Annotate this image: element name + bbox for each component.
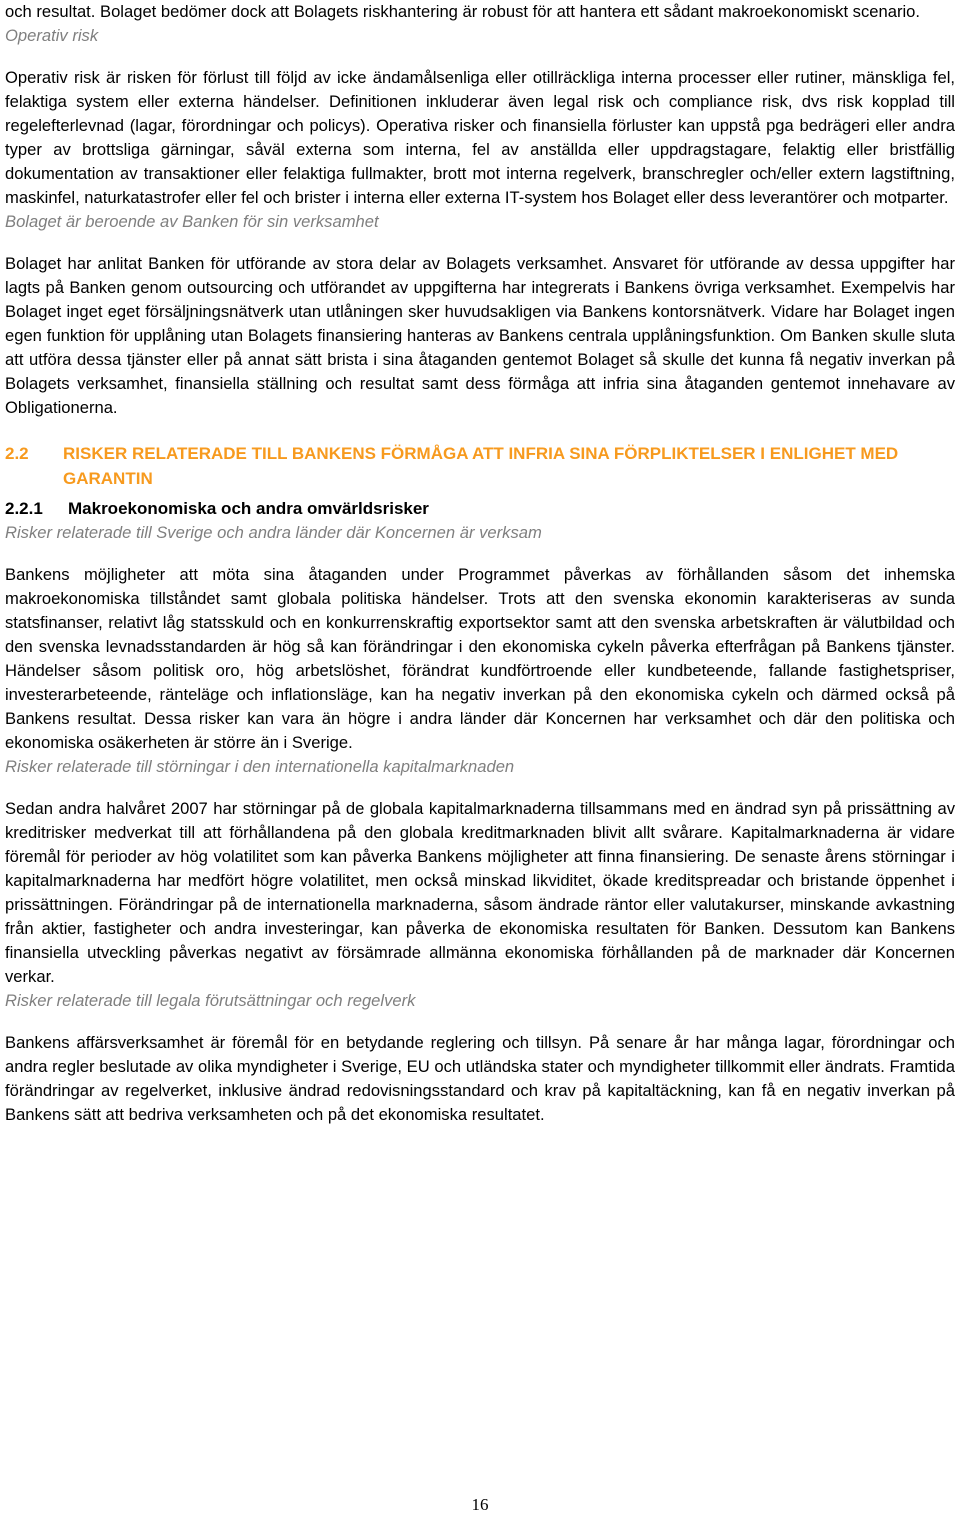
section-2-2-1-number: 2.2.1 bbox=[5, 499, 43, 518]
section-2-2-1-heading bbox=[5, 497, 955, 521]
section-2-2-title: RISKER RELATERADE TILL BANKENS FÖRMÅGA ATT INFRIA SINA FÖRPLIKTELSER I ENLIGHET MED GARANTIN bbox=[63, 444, 899, 488]
section-2-2-heading bbox=[5, 441, 955, 491]
regelverk-paragraph: Bankens affärsverksamhet är föremål för en betydande reglering och tillsyn. På senare år har många lagar, förordningar och andra regler beslutade av olika myndigheter i Sverige, EU och utländska stater och myndigheter tillkommit eller ändrats. Framtida förändringar av regelverket, inklusive ändrad redovisningsstandard och krav på kapitaltäckning, kan få en negativ inverkan på Bankens sätt att bedriva verksamheten och på det ekonomiska resultatet. bbox=[5, 1033, 955, 1124]
sverige-heading: Risker relaterade till Sverige och andra länder där Koncernen är verksam bbox=[5, 523, 542, 542]
beroende-heading: Bolaget är beroende av Banken för sin verksamhet bbox=[5, 212, 379, 231]
operativ-risk-heading: Operativ risk bbox=[5, 26, 99, 45]
sverige-paragraph: Bankens möjligheter att möta sina åtaganden under Programmet påverkas av förhållanden såsom det inhemska makroekonomiska tillståndet samt globala politiska händelser. Trots att den svenska ekonomin karakteriseras av sunda statsfinanser, relativt låg statsskuld och en konkurrenskraftig exportsektor samt att den svenska arbetskraften är välutbildad och den svenska levnadsstandarden är hög så kan förändringar i den ekonomiska cykeln påverka efterfrågan på Bankens tjänster. Händelser såsom politisk oro, hög arbetslöshet, förändrat kundförtroende eller kundbeteende, fallande fastighetspriser, investerarbeteende, ränteläge och inflationsläge, kan ha negativ inverkan på den ekonomiska cykeln och därmed också på Bankens resultat. Dessa risker kan vara än högre i andra länder där Koncernen har verksamhet och där den politiska och ekonomiska osäkerheten är större än i Sverige. bbox=[5, 565, 955, 752]
page-number: 16 bbox=[471, 1495, 489, 1514]
intro-paragraph: och resultat. Bolaget bedömer dock att Bolagets riskhantering är robust för att hantera ett sådant makroekonomiskt scenario. bbox=[5, 2, 920, 21]
operativ-risk-paragraph: Operativ risk är risken för förlust till följd av icke ändamålsenliga eller otillräckliga interna processer eller rutiner, mänskliga fel, felaktiga system eller externa händelser. Definitionen inkluderar även legal risk och compliance risk, dvs risk kopplad till regelefterlevnad (lagar, förordningar och policys). Operativa risker och finansiella förluster kan uppstå pga bedrägeri eller andra typer av brottsliga gärningar, såväl externa som interna, fel av anställda eller uppdragstagare, felaktig eller bristfällig dokumentation av transaktioner eller felaktiga fullmakter, brott mot interna regelverk, branschregler och/eller extern lagstiftning, maskinfel, naturkatastrofer eller fel och brister i interna eller externa IT-system hos Bolaget eller dess leverantörer och motparter. bbox=[5, 68, 955, 207]
kapitalmarknad-paragraph: Sedan andra halvåret 2007 har störningar på de globala kapitalmarknaderna tillsammans med en ändrad syn på prissättning av kreditrisker medverkat till att förhållandena på den globala kreditmarknaden blivit allt svårare. Kapitalmarknaderna är vidare föremål för perioder av hög volatilitet som kan påverka Bankens möjligheter att finna finansiering. De senaste årens störningar i kapitalmarknaderna har medfört högre volatilitet, men också minskad likviditet, ökade kreditspreadar och bristande öppenhet i prissättningen. Förändringar på de internationella marknaderna, såsom ändrade räntor eller valutakurser, minskande avkastning från aktier, fastigheter och andra investeringar, kan påverka de ekonomiska resultaten för Banken. Dessutom kan Bankens finansiella utveckling påverkas negativt av försämrade allmänna ekonomiska förhållanden på de marknader där Koncernen verkar. bbox=[5, 799, 955, 986]
section-2-2-1-title: Makroekonomiska och andra omvärldsrisker bbox=[68, 499, 429, 518]
kapitalmarknad-heading: Risker relaterade till störningar i den internationella kapitalmarknaden bbox=[5, 757, 515, 776]
beroende-paragraph: Bolaget har anlitat Banken för utförande av stora delar av Bolagets verksamhet. Ansvaret för utförande av dessa uppgifter har lagts på Banken genom outsourcing och utförandet av uppgifterna har integrerats i Bankens övriga verksamhet. Exempelvis har Bolaget inget eget försäljningsnätverk utan utlåningen sker huvudsakligen via Bankens kontorsnätverk. Vidare har Bolaget ingen egen funktion för upplåning utan Bolagets finansiering hanteras av Bankens centrala upplåningsfunktion. Om Banken skulle sluta att utföra dessa tjänster eller på annat sätt brista i sina åtaganden gentemot Bolaget så skulle det kunna få negativ inverkan på Bolagets verksamhet, finansiella ställning och resultat samt dess förmåga att infria sina åtaganden gentemot innehavare av Obligationerna. bbox=[5, 254, 955, 417]
regelverk-heading: Risker relaterade till legala förutsättningar och regelverk bbox=[5, 991, 416, 1010]
document-page bbox=[5, 0, 955, 1127]
section-2-2-number: 2.2 bbox=[5, 444, 29, 463]
